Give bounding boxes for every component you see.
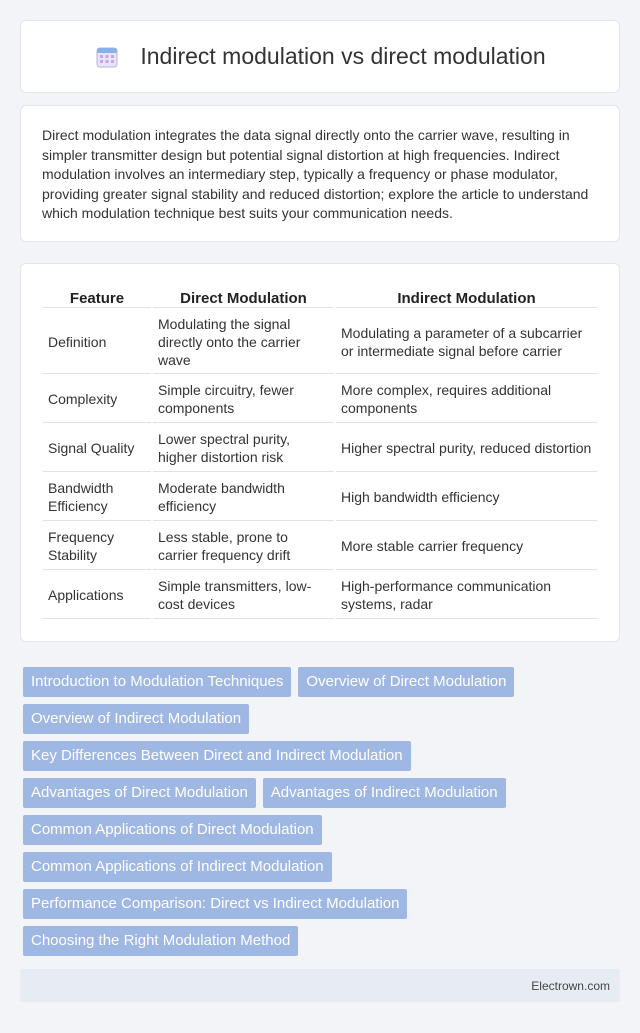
topic-link[interactable]: Advantages of Indirect Modulation	[263, 778, 506, 808]
table-cell: Signal Quality	[43, 425, 151, 472]
comparison-table	[41, 284, 599, 621]
table-row	[43, 310, 597, 374]
table-cell: Lower spectral purity, higher distortion risk	[153, 425, 334, 472]
table-cell: Simple transmitters, low-cost devices	[153, 572, 334, 619]
table-cell: Bandwidth Efficiency	[43, 474, 151, 521]
table-cell: Moderate bandwidth efficiency	[153, 474, 334, 521]
table-row	[43, 376, 597, 423]
table-cell: High-performance communication systems, radar	[336, 572, 597, 619]
topic-link[interactable]: Common Applications of Indirect Modulation	[23, 852, 332, 882]
topic-link[interactable]: Key Differences Between Direct and Indirect Modulation	[23, 741, 411, 771]
topic-link[interactable]: Performance Comparison: Direct vs Indirect Modulation	[23, 889, 407, 919]
topic-link[interactable]: Overview of Indirect Modulation	[23, 704, 249, 734]
footer	[20, 969, 620, 1002]
page-title: Indirect modulation vs direct modulation	[140, 43, 546, 69]
intro-text: Direct modulation integrates the data signal directly onto the carrier wave, resulting in simpler transmitter design but potential signal distortion at high frequencies. Indirect modulation involves an intermediary step, typically a frequency or phase modulator, providing greater signal stability and reduced distortion; explore the article to understand which modulation technique best suits your communication needs.	[42, 127, 589, 221]
table-cell: High bandwidth efficiency	[336, 474, 597, 521]
topic-link[interactable]: Advantages of Direct Modulation	[23, 778, 256, 808]
table-row	[43, 474, 597, 521]
topic-link[interactable]: Introduction to Modulation Techniques	[23, 667, 291, 697]
column-header: Feature	[43, 286, 151, 308]
topic-link[interactable]: Overview of Direct Modulation	[298, 667, 514, 697]
table-cell: Simple circuitry, fewer components	[153, 376, 334, 423]
calendar-icon	[94, 44, 120, 70]
table-cell: Higher spectral purity, reduced distortion	[336, 425, 597, 472]
topic-link[interactable]: Common Applications of Direct Modulation	[23, 815, 322, 845]
table-header-row	[43, 286, 597, 308]
title-card	[20, 20, 620, 93]
table-row	[43, 425, 597, 472]
table-cell: Modulating a parameter of a subcarrier or intermediate signal before carrier	[336, 310, 597, 374]
comparison-table-card	[20, 263, 620, 642]
table-cell: More complex, requires additional components	[336, 376, 597, 423]
table-cell: More stable carrier frequency	[336, 523, 597, 570]
intro-card	[20, 105, 620, 242]
table-cell: Modulating the signal directly onto the carrier wave	[153, 310, 334, 374]
column-header: Direct Modulation	[153, 286, 334, 308]
table-cell: Complexity	[43, 376, 151, 423]
topic-link[interactable]: Choosing the Right Modulation Method	[23, 926, 298, 956]
table-cell: Applications	[43, 572, 151, 619]
table-cell: Less stable, prone to carrier frequency drift	[153, 523, 334, 570]
table-row	[43, 572, 597, 619]
column-header: Indirect Modulation	[336, 286, 597, 308]
table-cell: Frequency Stability	[43, 523, 151, 570]
table-row	[43, 523, 597, 570]
footer-text: Electrown.com	[531, 978, 610, 993]
table-cell: Definition	[43, 310, 151, 374]
topic-links	[23, 667, 617, 963]
